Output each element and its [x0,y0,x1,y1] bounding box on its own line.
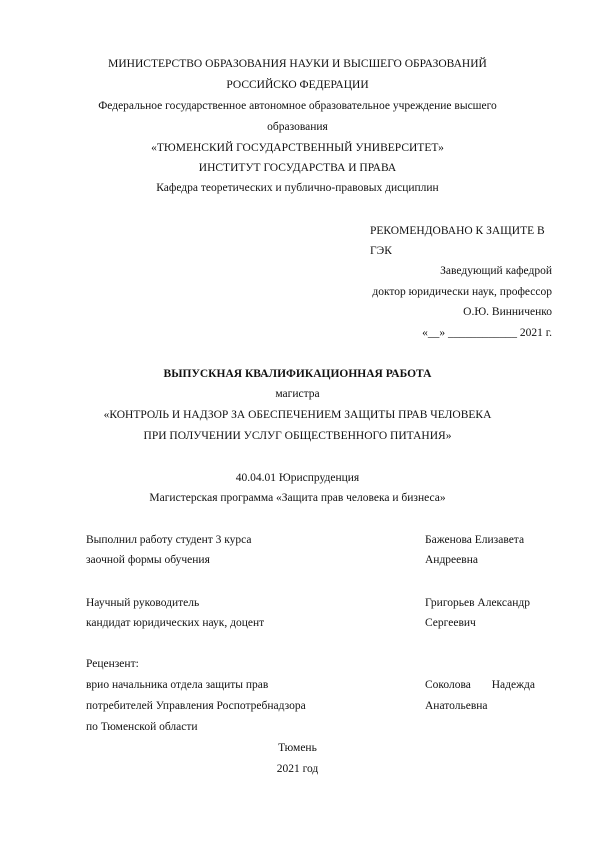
year: 2021 год [276,763,319,775]
supervisor-name-line-2: Сергеевич [425,617,476,629]
reviewer-name-line-1 [425,678,535,692]
approval-line-2: ГЭК [370,245,392,257]
reviewer-surname: Соколова [425,679,471,691]
institute-name: ИНСТИТУТ ГОСУДАРСТВА И ПРАВА [198,162,397,174]
city: Тюмень [278,742,317,754]
reviewer-label-line-1: врио начальника отдела защиты прав [86,679,269,691]
institution-line-1: Федеральное государственное автономное образовательное учреждение высшего [98,100,497,112]
author-name-line-1: Баженова Елизавета [425,534,525,546]
author-label-line-1: Выполнил работу студент 3 курса [86,534,252,546]
work-type: ВЫПУСКНАЯ КВАЛИФИКАЦИОННАЯ РАБОТА [163,368,432,380]
supervisor-name-line-1: Григорьев Александр [425,597,530,609]
work-title-line-1: «КОНТРОЛЬ И НАДЗОР ЗА ОБЕСПЕЧЕНИЕМ ЗАЩИТЫ ПРАВ ЧЕЛОВЕКА [103,409,492,421]
reviewer-label-line-2: потребителей Управления Роспотребнадзора [86,700,306,712]
university-name: «ТЮМЕНСКИЙ ГОСУДАРСТВЕННЫЙ УНИВЕРСИТЕТ» [151,142,444,154]
approval-position: Заведующий кафедрой [440,265,552,277]
approval-name: О.Ю. Винниченко [463,306,552,318]
master-program: Магистерская программа «Защита прав человека и бизнеса» [149,492,446,504]
department-name: Кафедра теоретических и публично-правовых дисциплин [156,182,439,194]
author-name-line-2: Андреевна [425,554,478,566]
ministry-line-1: МИНИСТЕРСТВО ОБРАЗОВАНИЯ НАУКИ И ВЫСШЕГО ОБРАЗОВАНИЙ [108,58,487,70]
approval-line-1: РЕКОМЕНДОВАНО К ЗАЩИТЕ В [370,225,545,237]
ministry-line-2: РОССИЙСКО ФЕДЕРАЦИИ [226,79,369,91]
supervisor-label-line-2: кандидат юридических наук, доцент [86,617,265,629]
reviewer-name-line-2: Анатольевна [425,700,488,712]
reviewer-heading: Рецензент: [86,658,139,670]
reviewer-first-name: Надежда [491,679,535,691]
approval-degree: доктор юридически наук, профессор [372,286,552,298]
work-title-line-2: ПРИ ПОЛУЧЕНИИ УСЛУГ ОБЩЕСТВЕННОГО ПИТАНИЯ» [143,430,452,442]
specialty-code: 40.04.01 Юриспруденция [235,472,360,484]
institution-line-2: образования [267,121,328,133]
approval-date-line: «__» ____________ 2021 г. [422,327,552,339]
reviewer-label-line-3: по Тюменской области [86,721,198,733]
supervisor-label-line-1: Научный руководитель [86,597,200,609]
author-label-line-2: заочной формы обучения [86,554,210,566]
work-level: магистра [275,388,320,400]
